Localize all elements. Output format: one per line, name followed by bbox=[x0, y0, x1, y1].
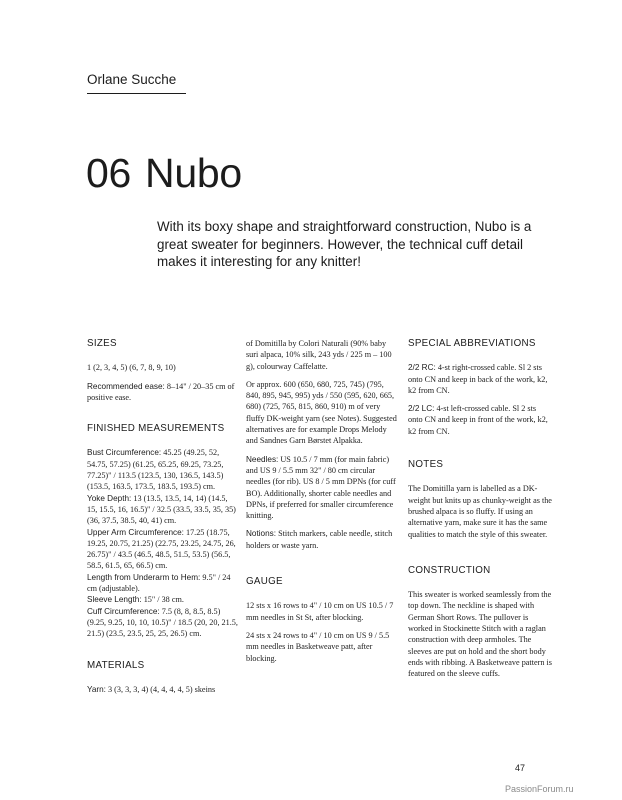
author-name: Orlane Sucche bbox=[87, 72, 177, 87]
measurement-item bbox=[87, 447, 239, 492]
construction-heading: CONSTRUCTION bbox=[408, 564, 491, 576]
measurement-value: 7.5 (8, 8, 8.5, 8.5) (9.25, 9.25, 10, 10, 10.5)" / 18.5 (20, 20, 21.5, 21.5) (23.5, 23.5, 25, 25, 26.5) cm. bbox=[87, 606, 238, 639]
notions-label: Notions: bbox=[246, 529, 277, 539]
needles-paragraph bbox=[246, 454, 399, 522]
yarn-paragraph bbox=[87, 684, 239, 695]
notions-value: Stitch markers, cable needle, stitch holders or waste yarn. bbox=[246, 529, 393, 550]
pattern-number: 06 bbox=[86, 150, 132, 196]
abbreviation-value: 4-st right-crossed cable. Sl 2 sts onto CN and keep in back of the work, k2, k2 from CN. bbox=[408, 363, 548, 395]
measurement-value: 13 (13.5, 13.5, 14, 14) (14.5, 15, 15.5, 16, 16.5)" / 32.5 (33.5, 33.5, 35, 35) (36, 37.5, 38.5, 40, 41) cm. bbox=[87, 493, 236, 526]
measurement-item bbox=[87, 493, 239, 527]
gauge-stst: 12 sts x 16 rows to 4" / 10 cm on US 10.5 / 7 mm needles in St St, after blocking. bbox=[246, 601, 394, 622]
measurement-label: Sleeve Length: bbox=[87, 595, 142, 605]
measurement-label: Cuff Circumference: bbox=[87, 606, 160, 616]
gauge-heading: GAUGE bbox=[246, 576, 283, 588]
column-3 bbox=[408, 338, 552, 687]
abbreviation-label: 2/2 LC: bbox=[408, 404, 435, 414]
abbreviations-heading: SPECIAL ABBREVIATIONS bbox=[408, 338, 536, 349]
page-number: 47 bbox=[515, 763, 526, 773]
needles-value: US 10.5 / 7 mm (for main fabric) and US 9 / 5.5 mm 32" / 80 cm circular needles (for rib). US 8 / 5 mm DPNs (for cuff BO). Additionally, shorter cable needles and DPNs, if preferred for smaller circumference knitting. bbox=[246, 454, 396, 521]
measurement-item bbox=[87, 572, 239, 595]
measurement-value: 17.25 (18.75, 19.25, 20.75, 21.25) (22.75, 23.25, 24.75, 26, 26.75)" / 43.5 (46.5, 48.5, 51.5, 53.5) (56.5, 58.5, 61.5, 65, 66.5) cm. bbox=[87, 527, 236, 571]
measurement-item bbox=[87, 606, 239, 640]
sizes-list: 1 (2, 3, 4, 5) (6, 7, 8, 9, 10) bbox=[87, 363, 176, 373]
measurement-value: 45.25 (49.25, 52, 54.75, 57.25) (61.25, 65.25, 69.25, 73.25, 77.25)" / 113.5 (123.5, 130, 136.5, 143.5) (153.5, 163.5, 173.5, 183.5, 193.5) cm. bbox=[87, 448, 224, 492]
needles-label: Needles: bbox=[246, 454, 279, 464]
abbreviation-label: 2/2 RC: bbox=[408, 363, 436, 373]
gauge-basketweave: 24 sts x 24 rows to 4" / 10 cm on US 9 / 5.5 mm needles in Basketweave patt, after blocking. bbox=[246, 630, 390, 663]
ease-label: Recommended ease: bbox=[87, 381, 165, 391]
abbreviation-item bbox=[408, 362, 552, 396]
measurement-item bbox=[87, 527, 239, 572]
abbreviation-value: 4-st left-crossed cable. Sl 2 sts onto CN and keep in front of the work, k2, k2 from CN. bbox=[408, 404, 548, 436]
yarn-alternative: Or approx. 600 (650, 680, 725, 745) (795, 840, 895, 945, 995) yds / 550 (595, 620, 665, 680) (725, 765, 815, 860, 910) m of very fluffy DK-weight yarn (see Notes). Suggested alternatives are for example Drops Melody and Sandnes Garn Børstet Alpakka. bbox=[246, 379, 397, 446]
finished-list bbox=[87, 447, 239, 639]
notes-heading: NOTES bbox=[408, 459, 444, 471]
materials-heading: MATERIALS bbox=[87, 659, 145, 671]
measurement-label: Yoke Depth: bbox=[87, 493, 132, 503]
pattern-name: Nubo bbox=[145, 150, 242, 196]
measurement-label: Length from Underarm to Hem: bbox=[87, 572, 201, 582]
ease-paragraph bbox=[87, 381, 239, 404]
measurement-label: Bust Circumference: bbox=[87, 448, 162, 458]
abbreviation-item bbox=[408, 403, 552, 437]
notions-paragraph bbox=[246, 528, 399, 551]
measurement-value: 15" / 38 cm. bbox=[141, 595, 184, 605]
column-2 bbox=[246, 338, 399, 671]
ease-value: 8–14" / 20–35 cm of positive ease. bbox=[87, 381, 235, 402]
measurement-value: 9.5" / 24 cm (adjustable). bbox=[87, 572, 231, 594]
header-rule bbox=[87, 93, 186, 94]
intro-text: With its boxy shape and straightforward construction, Nubo is a great sweater for beginners. However, the technical cuff detail makes it interesting for any knitter! bbox=[157, 219, 532, 269]
measurement-label: Upper Arm Circumference: bbox=[87, 527, 184, 537]
measurement-item bbox=[87, 594, 239, 605]
sizes-heading: SIZES bbox=[87, 338, 117, 349]
construction-text: This sweater is worked seamlessly from the top down. The neckline is shaped with German Short Rows. The pullover is worked in Stockinette Stitch with a raglan construction with deep armholes. The sleeves are put on hold and the short body ends with ribbing. A Basketweave pattern is featured on the sleeve cuffs. bbox=[408, 590, 552, 679]
notes-text: The Domitilla yarn is labelled as a DK-weight but knits up as chunky-weight as the brushed alpaca is so fluffy. If using an alternative yarn, make sure it has the same qualities to match the style of this sweater. bbox=[408, 484, 552, 539]
yarn-continued: of Domitilla by Colori Naturali (90% baby suri alpaca, 10% silk, 243 yds / 225 m – 100 g), colourway Caffelatte. bbox=[246, 339, 392, 371]
column-1 bbox=[87, 338, 239, 702]
yarn-value: 3 (3, 3, 3, 4) (4, 4, 4, 4, 5) skeins bbox=[105, 684, 216, 694]
watermark: PassionForum.ru bbox=[505, 784, 574, 794]
finished-heading: FINISHED MEASUREMENTS bbox=[87, 423, 225, 435]
pattern-title bbox=[86, 150, 242, 197]
yarn-label: Yarn: bbox=[87, 684, 106, 694]
